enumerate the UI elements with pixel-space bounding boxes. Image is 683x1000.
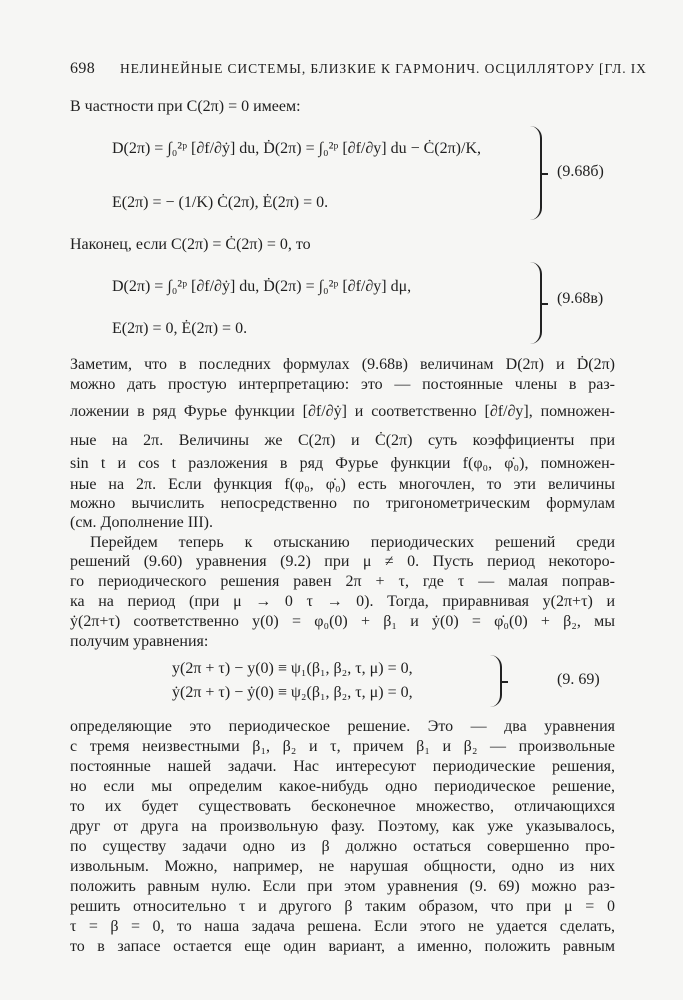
paragraph-1-line: ные на 2π. Величины же C(2π) и Ċ(2π) суть коэффициенты при [70, 432, 615, 449]
paragraph-2-line: получим уравнения: [70, 633, 209, 650]
paragraph-3-line: τ = β = 0, то наша задача решена. Если этого не удается сделать, [70, 918, 615, 935]
page-number: 698 [70, 60, 96, 77]
paragraph-2-line: ка на период (при μ → 0 τ → 0). Тогда, приравнивая y(2π+τ) и [70, 593, 615, 610]
paragraph-1-line: (см. Дополнение III). [70, 514, 214, 531]
right-brace-9-68b [530, 126, 542, 220]
paragraph-2-line: решений (9.60) уравнения (9.2) при μ ≠ 0. Пусть период некоторо- [70, 553, 615, 570]
paragraph-1-line: sin t и cos t разложения в ряд Фурье функции f(φ₀, φ̇₀), помножен- [70, 455, 615, 472]
paragraph-3-line: с тремя неизвестными β₁, β₂ и τ, причем β₁ и β₂ — произвольные [70, 738, 615, 755]
equation-9-68b-line-2: E(2π) = − (1/K) Ċ(2π), Ė(2π) = 0. [112, 194, 329, 211]
equation-9-69-line-1: y(2π + τ) − y(0) ≡ ψ₁(β₁, β₂, τ, μ) = 0, [172, 660, 413, 677]
equation-9-68v-line-1: D(2π) = ∫₀²ᵖ [∂f/∂ẏ] du, Ḋ(2π) = ∫₀²ᵖ [∂f/∂y] dμ, [112, 278, 412, 295]
paragraph-2-line: ẏ(2π+τ) соответственно y(0) = φ₀(0) + β₁ и ẏ(0) = φ̇₀(0) + β₂, мы [70, 613, 615, 630]
paragraph-3-line: положить равным нулю. Если при этом уравнения (9. 69) можно раз- [70, 878, 615, 895]
intro-line-2: Наконец, если C(2π) = Ċ(2π) = 0, то [70, 236, 311, 253]
paragraph-3-line: друг от друга на произвольную фазу. Поэтому, как уже указывалось, [70, 818, 615, 835]
equation-number-9-68b: (9.68б) [557, 163, 604, 180]
paragraph-1-line: ложении в ряд Фурье функции [∂f/∂ẏ] и соответственно [∂f/∂y], помножен- [70, 403, 615, 420]
equation-number-9-69: (9. 69) [557, 671, 600, 688]
equation-9-68b-line-1: D(2π) = ∫₀²ᵖ [∂f/∂ẏ] du, Ḋ(2π) = ∫₀²ᵖ [∂f/∂y] du − Ċ(2π)/K, [112, 140, 482, 157]
paragraph-3-line: то их будет существовать бесконечное множество, отличающихся [70, 798, 615, 815]
right-brace-9-69 [490, 655, 502, 707]
running-title: НЕЛИНЕЙНЫЕ СИСТЕМЫ, БЛИЗКИЕ К ГАРМОНИЧ. ОСЦИЛЛЯТОРУ [ГЛ. IX [120, 61, 647, 76]
paragraph-2-line: Перейдем теперь к отысканию периодических решений среди [90, 534, 615, 551]
equation-number-9-68v: (9.68в) [557, 290, 604, 307]
equation-9-69-line-2: ẏ(2π + τ) − ẏ(0) ≡ ψ₂(β₁, β₂, τ, μ) = 0, [172, 684, 413, 701]
equation-9-68v-line-2: E(2π) = 0, Ė(2π) = 0. [112, 320, 248, 337]
intro-line-1: В частности при C(2π) = 0 имеем: [70, 98, 301, 115]
paragraph-3-line: постоянные нашей задачи. Нас интересуют периодические решения, [70, 758, 615, 775]
paragraph-3-line: то в запасе остается еще один вариант, а именно, положить равным [70, 938, 615, 955]
paragraph-3-line: извольным. Можно, например, не нарушая общности, одно из них [70, 858, 615, 875]
paragraph-3-line: решить относительно τ и другого β таким образом, что при μ = 0 [70, 898, 615, 915]
paragraph-3-line: определяющие это периодическое решение. Это — два уравнения [70, 718, 615, 735]
paragraph-1-line: можно вычислить непосредственно по тригонометрическим формулам [70, 495, 615, 512]
paragraph-1-line: ные на 2π. Если функция f(φ₀, φ̇₀) есть многочлен, то эти величины [70, 476, 615, 493]
paragraph-3-line: по существу задачи одно из β должно остаться совершенно про- [70, 838, 615, 855]
running-header [70, 60, 647, 82]
paragraph-1-line: можно дать простую интерпретацию: это — постоянные члены в раз- [70, 376, 615, 393]
paragraph-3-line: но если мы определим какое-нибудь одно периодическое решение, [70, 778, 615, 795]
paragraph-1-line: Заметим, что в последних формулах (9.68в) величинам D(2π) и Ḋ(2π) [70, 356, 615, 373]
paragraph-2-line: го периодического решения равен 2π + τ, где τ — малая поправ- [70, 573, 615, 590]
right-brace-9-68v [530, 262, 542, 344]
